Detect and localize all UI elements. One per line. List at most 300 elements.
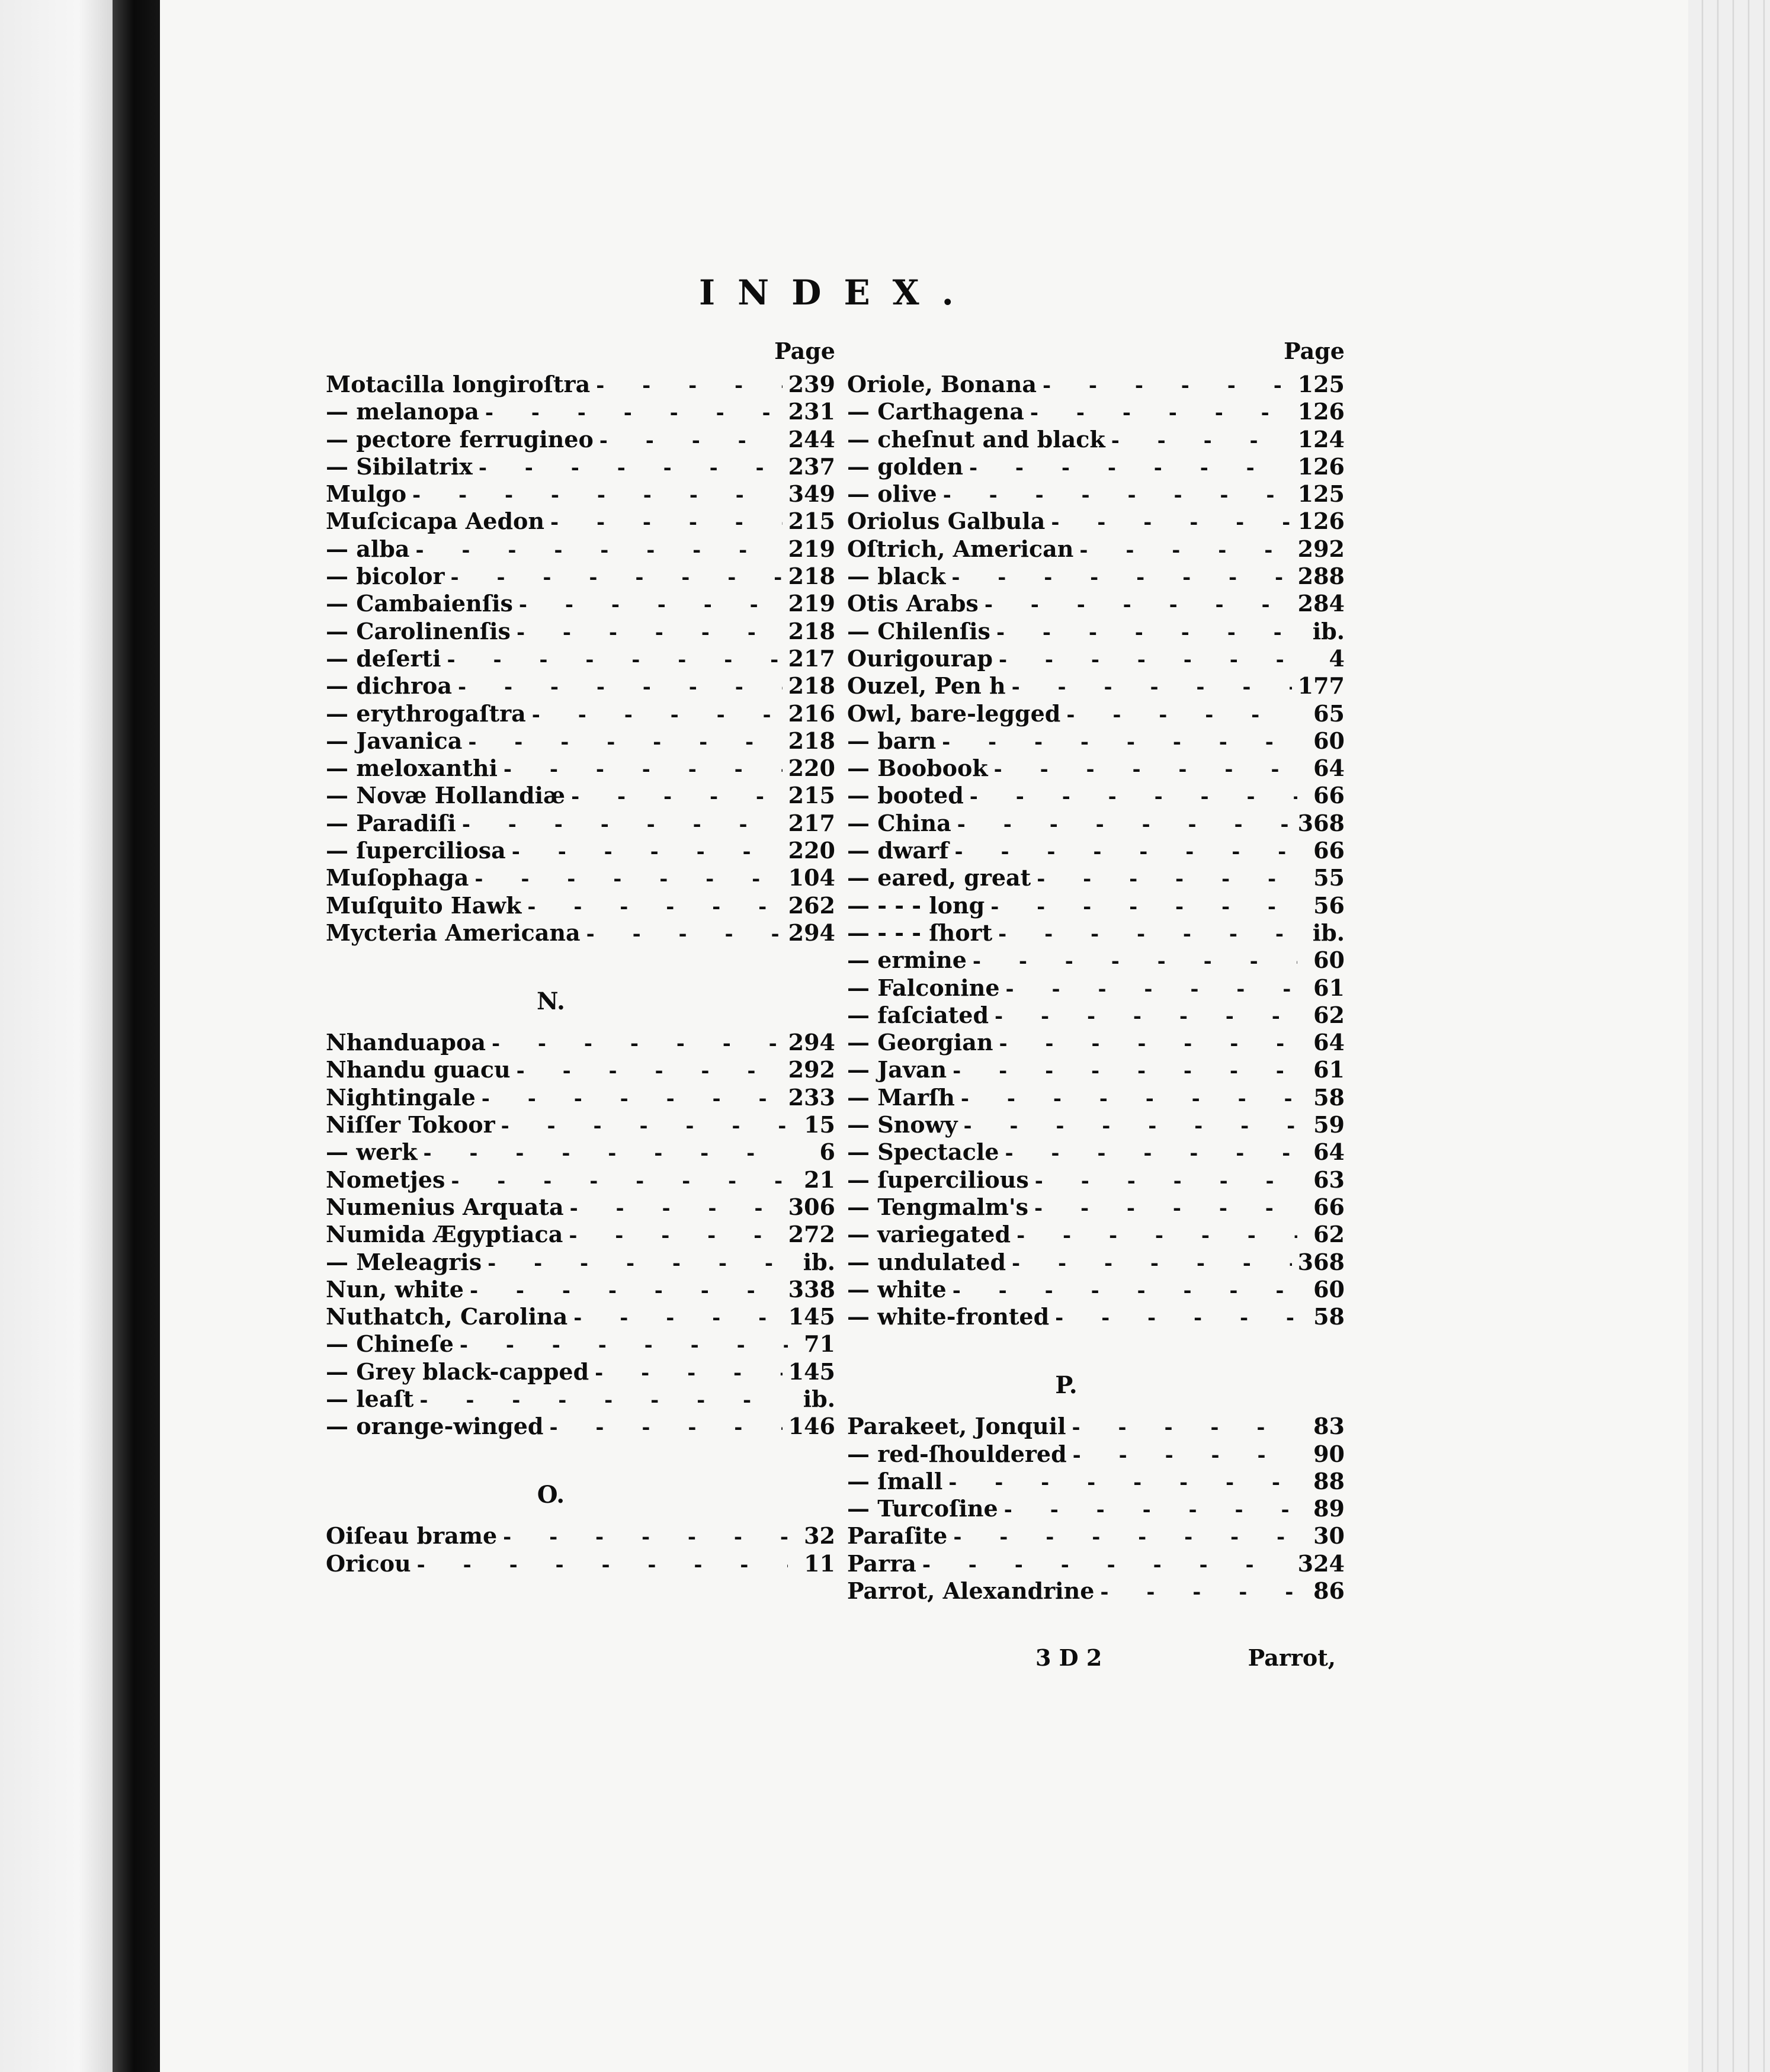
- dot-leader: [957, 811, 1292, 838]
- entry-name: — Marſh: [847, 1083, 955, 1111]
- entry-name: — Meleagris: [326, 1248, 482, 1275]
- dot-leader: [586, 920, 783, 948]
- dot-leader: [963, 1112, 1297, 1140]
- index-entry: [847, 974, 1345, 1002]
- dot-leader: [532, 701, 783, 729]
- signature-mark: 3 D 2: [1035, 1644, 1102, 1671]
- entry-name: — Grey black-capped: [326, 1358, 589, 1385]
- index-entry: [326, 535, 835, 563]
- entry-page-number: 62: [1313, 1001, 1345, 1028]
- dot-leader: [973, 948, 1297, 975]
- entry-page-number: 59: [1313, 1111, 1345, 1138]
- index-entry: [326, 590, 835, 617]
- dot-leader: [479, 454, 783, 482]
- entry-name: — Javan: [847, 1056, 947, 1083]
- dot-leader: [1004, 1496, 1297, 1523]
- entry-name: — alba: [326, 535, 410, 562]
- index-entry: [326, 508, 835, 535]
- index-entry: [847, 672, 1345, 700]
- entry-name: Nhanduapoa: [326, 1029, 486, 1056]
- dot-leader: [1017, 1222, 1297, 1249]
- dot-leader: [998, 920, 1297, 948]
- entry-name: — variegated: [847, 1221, 1011, 1248]
- index-entry: [847, 1194, 1345, 1221]
- entry-name: — Tengmalm's: [847, 1193, 1029, 1220]
- entry-name: — melanopa: [326, 398, 479, 425]
- index-entry: [847, 480, 1345, 508]
- entry-page-number: 15: [804, 1111, 835, 1138]
- dot-leader: [1035, 1167, 1297, 1195]
- index-entry: [847, 1303, 1345, 1330]
- entry-name: Oriole, Bonana: [847, 371, 1037, 397]
- entry-page-number: 21: [804, 1166, 835, 1193]
- entry-page-number: 292: [1297, 535, 1345, 562]
- entry-name: — cheſnut and black: [847, 425, 1105, 453]
- entry-name: — olive: [847, 480, 937, 508]
- dot-leader: [512, 838, 783, 865]
- entry-name: — black: [847, 563, 946, 590]
- index-entry: [326, 755, 835, 782]
- entry-page-number: 368: [1297, 809, 1345, 836]
- dot-leader: [1051, 509, 1291, 536]
- index-entry: [847, 535, 1345, 563]
- entry-name: Muſquito Hawk: [326, 891, 522, 919]
- dot-leader: [1030, 399, 1292, 426]
- index-entry: [326, 480, 835, 508]
- index-entry: [326, 1194, 835, 1221]
- entry-page-number: 145: [788, 1303, 835, 1330]
- entry-name: — dwarf: [847, 837, 949, 864]
- dot-leader: [599, 427, 783, 454]
- entry-name: — leaſt: [326, 1385, 414, 1412]
- index-entry: [326, 1413, 835, 1440]
- entry-page-number: 219: [788, 535, 835, 562]
- index-entry: [326, 1111, 835, 1138]
- entry-name: — orange-winged: [326, 1413, 544, 1440]
- entry-name: — - - - ſhort: [847, 919, 993, 946]
- entry-page-number: 63: [1313, 1166, 1345, 1193]
- entry-page-number: 220: [788, 837, 835, 864]
- index-entry: [847, 892, 1345, 919]
- entry-name: Nun, white: [326, 1275, 464, 1303]
- dot-leader: [470, 1277, 783, 1304]
- index-entry: [847, 947, 1345, 974]
- entry-page-number: 218: [788, 617, 835, 644]
- dot-leader: [999, 646, 1297, 673]
- section-heading-o: O.: [537, 1480, 565, 1509]
- index-entry: [847, 810, 1345, 837]
- index-entry: [326, 672, 835, 700]
- entry-page-number: 58: [1313, 1083, 1345, 1111]
- page-title: INDEX.: [699, 272, 976, 313]
- entry-name: — deſerti: [326, 644, 441, 672]
- section-heading-p: P.: [1055, 1371, 1078, 1399]
- dot-leader: [990, 893, 1297, 920]
- entry-page-number: 71: [804, 1330, 835, 1358]
- entry-name: — Spectacle: [847, 1138, 999, 1166]
- dot-leader: [1006, 976, 1297, 1003]
- index-entry: [847, 727, 1345, 755]
- dot-leader: [485, 399, 783, 426]
- entry-name: — golden: [847, 453, 963, 480]
- entry-name: Ourigourap: [847, 644, 993, 672]
- entry-name: — dichroa: [326, 672, 452, 700]
- entry-page-number: 218: [788, 563, 835, 590]
- entry-page-number: 294: [788, 919, 835, 946]
- index-entry: [847, 1221, 1345, 1248]
- entry-name: Parakeet, Jonquil: [847, 1413, 1066, 1440]
- entry-page-number: 218: [788, 672, 835, 700]
- index-entry: [326, 782, 835, 809]
- entry-name: — ſupercilious: [847, 1166, 1029, 1193]
- entry-page-number: 219: [788, 590, 835, 617]
- entry-page-number: 104: [788, 864, 835, 891]
- dot-leader: [1005, 1140, 1297, 1167]
- index-entry: [847, 618, 1345, 645]
- dot-leader: [517, 1057, 783, 1085]
- index-entry: [326, 398, 835, 425]
- dot-leader: [595, 1359, 783, 1387]
- entry-page-number: 58: [1313, 1303, 1345, 1330]
- entry-name: Mycteria Americana: [326, 919, 581, 946]
- dot-leader: [412, 482, 783, 509]
- dot-leader: [1034, 1195, 1297, 1222]
- entry-page-number: 239: [788, 371, 835, 397]
- entry-name: — bicolor: [326, 563, 445, 590]
- entry-name: — barn: [847, 727, 937, 754]
- facing-page-edge: [0, 0, 113, 2072]
- entry-name: Numida Ægyptiaca: [326, 1221, 563, 1248]
- entry-page-number: 83: [1313, 1413, 1345, 1440]
- entry-page-number: 61: [1313, 1056, 1345, 1083]
- dot-leader: [468, 729, 782, 756]
- entry-page-number: 306: [788, 1193, 835, 1220]
- dot-leader: [596, 372, 782, 399]
- index-entry: [326, 837, 835, 864]
- entry-name: Muſcicapa Aedon: [326, 508, 544, 535]
- entry-page-number: 64: [1313, 1138, 1345, 1166]
- dot-leader: [474, 865, 782, 893]
- entry-name: Oiſeau brame: [326, 1522, 498, 1550]
- entry-page-number: 233: [788, 1083, 835, 1111]
- entry-page-number: 338: [788, 1275, 835, 1303]
- index-entry: [326, 1138, 835, 1166]
- index-entry: [326, 919, 835, 947]
- entry-page-number: 288: [1297, 563, 1345, 590]
- entry-name: — Chineſe: [326, 1330, 454, 1358]
- entry-page-number: 89: [1313, 1495, 1345, 1522]
- dot-leader: [948, 1469, 1297, 1496]
- entry-page-number: 244: [788, 425, 835, 453]
- entry-name: Nometjes: [326, 1166, 445, 1193]
- dot-leader: [503, 1523, 788, 1551]
- entry-name: — Turcoſine: [847, 1495, 998, 1522]
- entry-name: Oſtrich, American: [847, 535, 1074, 562]
- index-entry: [847, 1249, 1345, 1276]
- entry-page-number: 146: [788, 1413, 835, 1440]
- dot-leader: [519, 591, 783, 618]
- dot-leader: [1043, 372, 1292, 399]
- entry-page-number: 64: [1313, 1029, 1345, 1056]
- dot-leader: [969, 454, 1292, 482]
- dot-leader: [953, 1057, 1297, 1085]
- dot-leader: [951, 564, 1291, 591]
- entry-page-number: ib.: [1312, 919, 1345, 946]
- entry-name: — ermine: [847, 947, 967, 974]
- index-entry: [847, 590, 1345, 617]
- entry-name: — Boobook: [847, 755, 988, 782]
- dot-leader: [571, 783, 783, 810]
- entry-page-number: ib.: [803, 1248, 835, 1275]
- dot-leader: [1037, 865, 1297, 893]
- index-entry: [847, 837, 1345, 864]
- entry-page-number: 66: [1313, 837, 1345, 864]
- index-entry: [847, 1550, 1345, 1577]
- dot-leader: [1012, 1250, 1292, 1277]
- entry-page-number: 56: [1313, 891, 1345, 919]
- entry-name: — meloxanthi: [326, 755, 498, 782]
- entry-name: — werk: [326, 1138, 418, 1166]
- dot-leader: [994, 756, 1297, 783]
- entry-page-number: 145: [788, 1358, 835, 1385]
- entry-page-number: 11: [804, 1550, 835, 1577]
- index-entry: [847, 1495, 1345, 1522]
- entry-name: — Novæ Hollandiæ: [326, 782, 566, 809]
- dot-leader: [985, 591, 1292, 618]
- index-entry: [326, 1029, 835, 1056]
- entry-name: Mulgo: [326, 480, 407, 508]
- entry-name: Owl, bare-legged: [847, 700, 1061, 727]
- dot-leader: [1072, 1414, 1297, 1441]
- index-entry: [847, 1084, 1345, 1111]
- entry-page-number: 215: [788, 508, 835, 535]
- dot-leader: [943, 482, 1292, 509]
- entry-page-number: 126: [1297, 453, 1345, 480]
- book-binding: [113, 0, 160, 2072]
- entry-page-number: 88: [1313, 1467, 1345, 1494]
- entry-page-number: 61: [1313, 974, 1345, 1001]
- dot-leader: [492, 1030, 783, 1057]
- entry-page-number: 124: [1297, 425, 1345, 453]
- entry-name: — booted: [847, 782, 964, 809]
- right-index-column: [847, 338, 1345, 1605]
- dot-leader: [970, 783, 1297, 810]
- index-entry: [326, 1330, 835, 1358]
- dot-leader: [922, 1551, 1292, 1579]
- entry-name: Ouzel, Pen h: [847, 672, 1006, 700]
- entry-name: — Paradiſi: [326, 809, 456, 836]
- dot-leader: [570, 1195, 783, 1222]
- entry-page-number: 125: [1297, 480, 1345, 508]
- entry-name: Nuthatch, Carolina: [326, 1303, 568, 1330]
- page-edges: [1688, 0, 1770, 2072]
- entry-name: Parra: [847, 1550, 916, 1577]
- entry-name: — eared, great: [847, 864, 1031, 891]
- index-entry: [847, 426, 1345, 453]
- dot-leader: [955, 838, 1297, 865]
- index-entry: [326, 892, 835, 919]
- entry-page-number: 65: [1313, 700, 1345, 727]
- entry-name: — Javanica: [326, 727, 463, 754]
- entry-page-number: 4: [1329, 644, 1345, 672]
- entry-page-number: 177: [1297, 672, 1345, 700]
- entry-name: — - - - long: [847, 891, 985, 919]
- entry-name: Nhandu guacu: [326, 1056, 511, 1083]
- index-entry: [847, 1166, 1345, 1194]
- dot-leader: [517, 619, 783, 646]
- entry-name: Oricou: [326, 1550, 411, 1577]
- index-entry: [326, 1385, 835, 1413]
- dot-leader: [995, 1003, 1297, 1030]
- entry-page-number: 30: [1313, 1522, 1345, 1550]
- entry-name: Motacilla longiroſtra: [326, 371, 591, 397]
- dot-leader: [447, 646, 783, 673]
- dot-leader: [569, 1222, 782, 1249]
- entry-name: — white-fronted: [847, 1303, 1050, 1330]
- index-entry: [326, 727, 835, 755]
- dot-leader: [482, 1085, 783, 1112]
- entry-page-number: 349: [788, 480, 835, 508]
- index-entry: [847, 1138, 1345, 1166]
- index-entry: [326, 453, 835, 480]
- entry-page-number: 216: [788, 700, 835, 727]
- entry-page-number: ib.: [1312, 617, 1345, 644]
- entry-page-number: 215: [788, 782, 835, 809]
- dot-leader: [550, 509, 783, 536]
- entry-page-number: 262: [788, 891, 835, 919]
- entry-page-number: 126: [1297, 398, 1345, 425]
- index-entry: [847, 782, 1345, 809]
- dot-leader: [953, 1277, 1297, 1304]
- index-entry: [847, 1577, 1345, 1605]
- index-entry: [847, 700, 1345, 727]
- dot-leader: [488, 1250, 788, 1277]
- entry-name: — Sibilatrix: [326, 453, 473, 480]
- index-entry: [326, 864, 835, 891]
- index-entry: [326, 1084, 835, 1111]
- entry-page-number: 64: [1313, 755, 1345, 782]
- index-entry: [326, 810, 835, 837]
- entry-name: Numenius Arquata: [326, 1193, 564, 1220]
- dot-leader: [1100, 1579, 1297, 1606]
- index-entry: [326, 426, 835, 453]
- entry-page-number: 368: [1297, 1248, 1345, 1275]
- entry-page-number: 284: [1297, 590, 1345, 617]
- entry-page-number: 272: [788, 1221, 835, 1248]
- index-entry: [326, 1276, 835, 1303]
- dot-leader: [549, 1414, 782, 1441]
- index-entry: [847, 563, 1345, 590]
- dot-leader: [1111, 427, 1292, 454]
- entry-name: — China: [847, 809, 951, 836]
- dot-leader: [999, 1030, 1297, 1057]
- dot-leader: [451, 564, 783, 591]
- index-entry: [326, 1303, 835, 1330]
- dot-leader: [953, 1523, 1297, 1551]
- entry-name: — faſciated: [847, 1001, 989, 1028]
- index-entry: [847, 1468, 1345, 1495]
- index-entry: [847, 864, 1345, 891]
- dot-leader: [419, 1387, 788, 1414]
- entry-name: — Cambaienſis: [326, 590, 513, 617]
- index-entry: [847, 919, 1345, 947]
- index-entry: [847, 398, 1345, 425]
- entry-page-number: 60: [1313, 1275, 1345, 1303]
- entry-page-number: 231: [788, 398, 835, 425]
- entry-name: — ſuperciliosa: [326, 837, 506, 864]
- dot-leader: [501, 1112, 788, 1140]
- dot-leader: [1012, 673, 1292, 701]
- index-entry: [847, 1056, 1345, 1083]
- index-entry: [847, 453, 1345, 480]
- entry-page-number: 218: [788, 727, 835, 754]
- dot-leader: [458, 673, 783, 701]
- entry-name: — red-ſhouldered: [847, 1440, 1067, 1467]
- entry-name: — Carthagena: [847, 398, 1024, 425]
- entry-name: — Falconine: [847, 974, 1000, 1001]
- entry-name: — pectore ferrugineo: [326, 425, 594, 453]
- entry-name: Oriolus Galbula: [847, 508, 1046, 535]
- entry-name: — ſmall: [847, 1467, 943, 1494]
- index-entry: [847, 755, 1345, 782]
- entry-page-number: 294: [788, 1029, 835, 1056]
- entry-name: Paraſite: [847, 1522, 948, 1550]
- dot-leader: [415, 537, 782, 564]
- entry-page-number: 32: [804, 1522, 835, 1550]
- entry-page-number: 60: [1313, 947, 1345, 974]
- left-index-column: [326, 338, 835, 1577]
- entry-page-number: 55: [1313, 864, 1345, 891]
- dot-leader: [417, 1551, 788, 1579]
- index-entry: [847, 1111, 1345, 1138]
- index-entry: [326, 1249, 835, 1276]
- index-entry: [326, 371, 835, 398]
- entry-page-number: 6: [819, 1138, 835, 1166]
- entry-name: — Carolinenſis: [326, 617, 511, 644]
- index-entry: [847, 1029, 1345, 1056]
- page-column-header: Page: [1284, 338, 1345, 364]
- index-entry: [326, 1166, 835, 1194]
- entry-name: — Georgian: [847, 1029, 993, 1056]
- entry-name: — Snowy: [847, 1111, 958, 1138]
- entry-name: — erythrogaſtra: [326, 700, 526, 727]
- entry-page-number: 126: [1297, 508, 1345, 535]
- entry-page-number: 292: [788, 1056, 835, 1083]
- entry-page-number: 237: [788, 453, 835, 480]
- entry-name: — Chilenſis: [847, 617, 990, 644]
- page-column-header: Page: [774, 338, 835, 364]
- index-entry: [326, 1221, 835, 1248]
- entry-page-number: 60: [1313, 727, 1345, 754]
- index-entry: [326, 700, 835, 727]
- dot-leader: [462, 811, 783, 838]
- dot-leader: [527, 893, 782, 920]
- entry-name: — undulated: [847, 1248, 1006, 1275]
- index-entry: [326, 1056, 835, 1083]
- index-entry: [326, 563, 835, 590]
- index-entry: [326, 618, 835, 645]
- entry-name: Parrot, Alexandrine: [847, 1577, 1095, 1605]
- entry-page-number: 217: [788, 809, 835, 836]
- entry-name: Nightingale: [326, 1083, 476, 1111]
- m-entries: [326, 371, 835, 947]
- dot-leader: [961, 1085, 1297, 1112]
- dot-leader: [1055, 1304, 1297, 1332]
- index-entry: [847, 1441, 1345, 1468]
- dot-leader: [1079, 537, 1291, 564]
- index-entry: [847, 645, 1345, 672]
- index-entry: [847, 1002, 1345, 1029]
